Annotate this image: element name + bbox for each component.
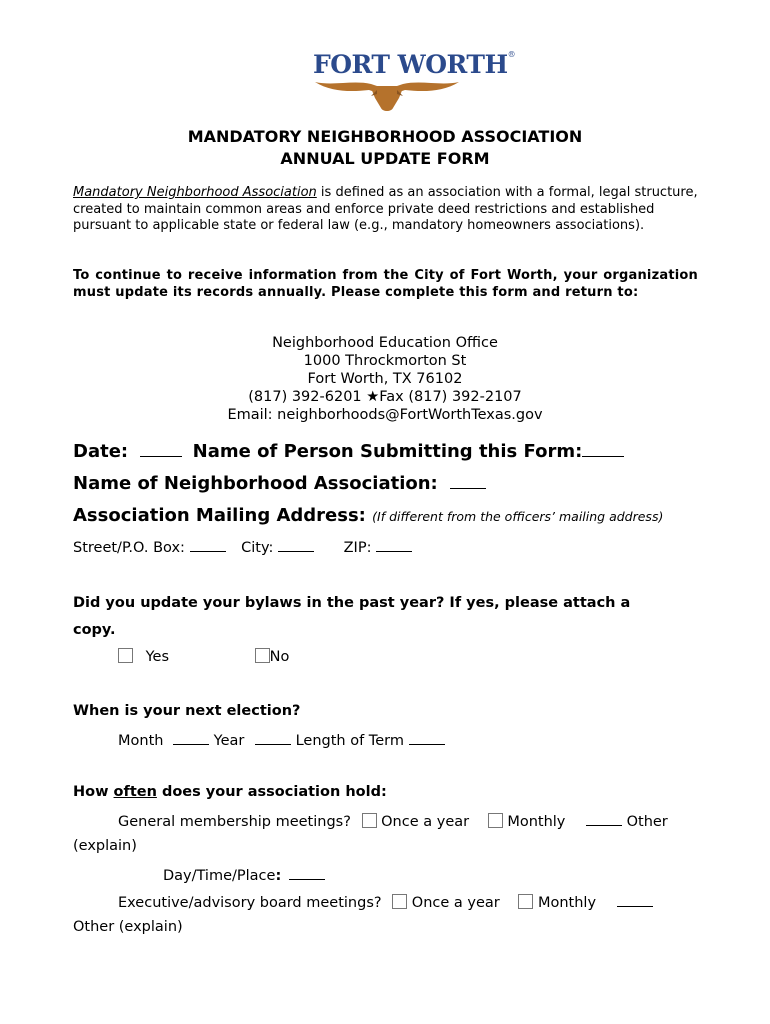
mailing-label: Association Mailing Address: xyxy=(73,505,366,526)
general-explain-label: (explain) xyxy=(73,838,137,854)
exec-monthly-label: Monthly xyxy=(537,895,597,911)
address-phone-fax xyxy=(0,388,770,406)
meetings-question-suffix: does your association hold: xyxy=(156,784,387,800)
bylaws-yes-checkbox[interactable] xyxy=(118,648,133,663)
day-time-place-field[interactable] xyxy=(289,865,325,880)
election-month-field[interactable] xyxy=(173,730,209,745)
address-office: Neighborhood Education Office xyxy=(272,335,498,351)
instruction-paragraph: To continue to receive information from the City of Fort Worth, your organization must update its records annually. Please complete this form and return to: xyxy=(73,268,698,300)
address-block xyxy=(0,334,770,424)
exec-monthly-checkbox[interactable] xyxy=(518,894,533,909)
star-icon: ★ xyxy=(366,389,380,405)
general-monthly-label: Monthly xyxy=(507,814,566,830)
election-term-field[interactable] xyxy=(409,730,445,745)
exec-other-explain-label: Other (explain) xyxy=(73,919,183,935)
address-street: 1000 Throckmorton St xyxy=(303,353,467,369)
zip-label: ZIP: xyxy=(343,540,372,556)
election-row xyxy=(118,730,445,749)
definition-text: is defined as an association with a formal, legal structure, created to maintain common areas and enforce private deed restrictions and established pursuant to applicable state or federal law (e.g., mandatory homeowners associations). xyxy=(73,185,698,233)
date-field[interactable] xyxy=(140,442,182,457)
election-question: When is your next election? xyxy=(73,703,301,719)
fort-worth-logo xyxy=(313,50,516,114)
bylaws-no-label: No xyxy=(269,649,290,665)
definition-term: Mandatory Neighborhood Association xyxy=(73,185,317,200)
street-city-zip-row xyxy=(73,537,412,556)
day-time-place-colon: : xyxy=(275,868,282,884)
submitter-field[interactable] xyxy=(582,442,624,457)
day-time-place-label: Day/Time/Place xyxy=(163,868,276,884)
logo-wordmark: FORT WORTH xyxy=(313,50,508,79)
exec-meetings-label: Executive/advisory board meetings? xyxy=(118,895,382,911)
date-label: Date: xyxy=(73,441,129,462)
exec-once-a-year-checkbox[interactable] xyxy=(392,894,407,909)
general-meetings-row xyxy=(118,811,668,830)
association-name-row xyxy=(73,473,486,494)
general-other-field[interactable] xyxy=(586,811,622,826)
street-label: Street/P.O. Box: xyxy=(73,540,185,556)
general-meetings-label: General membership meetings? xyxy=(118,814,351,830)
longhorn-icon xyxy=(313,76,461,116)
form-title-line2: ANNUAL UPDATE FORM xyxy=(280,149,490,168)
definition-paragraph xyxy=(73,185,698,235)
exec-meetings-row xyxy=(118,892,653,911)
bylaws-question-line2: copy. xyxy=(73,622,116,638)
mailing-address-row xyxy=(73,505,663,526)
address-email: Email: neighborhoods@FortWorthTexas.gov xyxy=(227,407,543,423)
general-other-label: Other xyxy=(626,814,668,830)
registered-mark: ® xyxy=(507,50,516,59)
zip-field[interactable] xyxy=(376,537,412,552)
meetings-question-often: often xyxy=(113,784,157,800)
exec-once-a-year-label: Once a year xyxy=(411,895,500,911)
bylaws-yes-label: Yes xyxy=(145,649,170,665)
street-field[interactable] xyxy=(190,537,226,552)
bylaws-options xyxy=(118,648,289,665)
form-title-line1: MANDATORY NEIGHBORHOOD ASSOCIATION xyxy=(187,127,583,146)
meetings-question-prefix: How xyxy=(73,784,114,800)
city-field[interactable] xyxy=(278,537,314,552)
election-month-label: Month xyxy=(118,733,164,749)
general-once-a-year-checkbox[interactable] xyxy=(362,813,377,828)
meetings-question xyxy=(73,784,387,800)
mailing-note: (If different from the officers’ mailing address) xyxy=(372,509,664,524)
bylaws-question-line1: Did you update your bylaws in the past year? If yes, please attach a xyxy=(73,595,631,611)
bylaws-no-checkbox[interactable] xyxy=(255,648,270,663)
date-submitter-row xyxy=(73,441,624,462)
address-phone: (817) 392-6201 xyxy=(248,389,362,405)
address-fax: Fax (817) 392-2107 xyxy=(379,389,522,405)
election-year-field[interactable] xyxy=(255,730,291,745)
association-name-field[interactable] xyxy=(450,474,486,489)
general-once-a-year-label: Once a year xyxy=(381,814,470,830)
general-monthly-checkbox[interactable] xyxy=(488,813,503,828)
day-time-place-row xyxy=(163,865,325,884)
city-label: City: xyxy=(241,540,274,556)
election-term-label: Length of Term xyxy=(295,733,404,749)
address-city: Fort Worth, TX 76102 xyxy=(307,371,463,387)
exec-other-field[interactable] xyxy=(617,892,653,907)
association-label: Name of Neighborhood Association: xyxy=(73,473,438,494)
election-year-label: Year xyxy=(213,733,245,749)
submitter-label: Name of Person Submitting this Form: xyxy=(192,441,583,462)
